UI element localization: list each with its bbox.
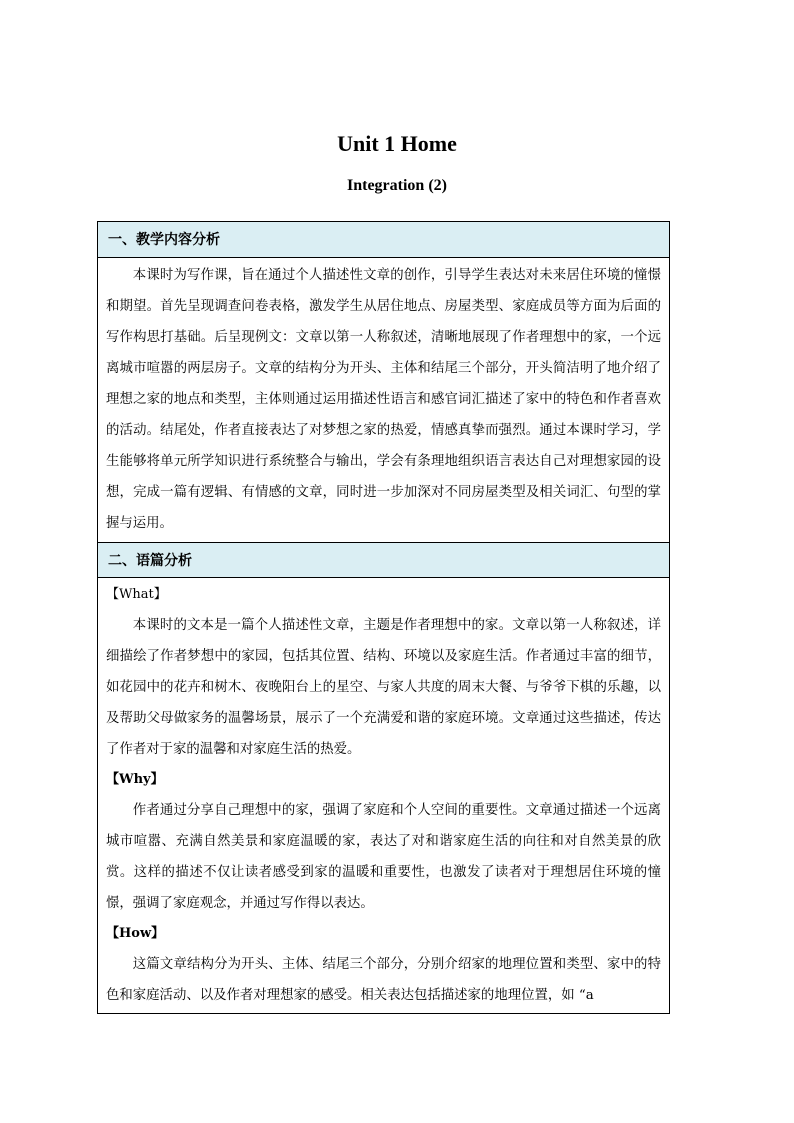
- section-body-content-analysis: [98, 258, 669, 542]
- document-title: Unit 1 Home: [337, 131, 457, 156]
- section-header-text-analysis: 二、语篇分析: [98, 542, 669, 578]
- how-tag: 【How】: [106, 926, 165, 941]
- why-tag: 【Why】: [106, 772, 164, 787]
- why-paragraph: 作者通过分享自己理想中的家，强调了家庭和个人空间的重要性。文章通过描述一个远离城市喧嚣、充满自然美景和家庭温暖的家，表达了对和谐家庭生活的向往和对自然美景的欣赏。这样的描述不仅让读者感受到家的温暖和重要性，也激发了读者对于理想居住环境的憧憬，强调了家庭观念，并通过写作得以表达。: [106, 803, 661, 911]
- what-tag: 【What】: [106, 587, 167, 602]
- how-paragraph: 这篇文章结构分为开头、主体、结尾三个部分，分别介绍家的地理位置和类型、家中的特色和家庭活动、以及作者对理想家的感受。相关表达包括描述家的地理位置，如 “a: [106, 957, 661, 1003]
- content-analysis-paragraph: 本课时为写作课，旨在通过个人描述性文章的创作，引导学生表达对未来居住环境的憧憬和期望。首先呈现调查问卷表格，激发学生从居住地点、房屋类型、家庭成员等方面为后面的写作构思打基础。后呈现例文：文章以第一人称叙述，清晰地展现了作者理想中的家，一个远离城市喧嚣的两层房子。文章的结构分为开头、主体和结尾三个部分，开头简洁明了地介绍了理想之家的地点和类型，主体则通过运用描述性语言和感官词汇描述了家中的特色和作者喜欢的活动。结尾处，作者直接表达了对梦想之家的热爱，情感真挚而强烈。通过本课时学习，学生能够将单元所学知识进行系统整合与输出，学会有条理地组织语言表达自己对理想家园的设想，完成一篇有逻辑、有情感的文章，同时进一步加深对不同房屋类型及相关词汇、句型的掌握与运用。: [106, 268, 661, 531]
- what-paragraph: 本课时的文本是一篇个人描述性文章，主题是作者理想中的家。文章以第一人称叙述，详细描绘了作者梦想中的家园，包括其位置、结构、环境以及家庭生活。作者通过丰富的细节，如花园中的花卉和树木、夜晚阳台上的星空、与家人共度的周末大餐、与爷爷下棋的乐趣，以及帮助父母做家务的温馨场景，展示了一个充满爱和谐的家庭环境。文章通过这些描述，传达了作者对于家的温馨和对家庭生活的热爱。: [106, 618, 661, 757]
- section-body-text-analysis: [98, 578, 669, 1011]
- lesson-analysis-table: [97, 221, 670, 1014]
- section-header-content-analysis: 一、教学内容分析: [98, 222, 669, 258]
- document-subtitle: Integration (2): [347, 177, 447, 194]
